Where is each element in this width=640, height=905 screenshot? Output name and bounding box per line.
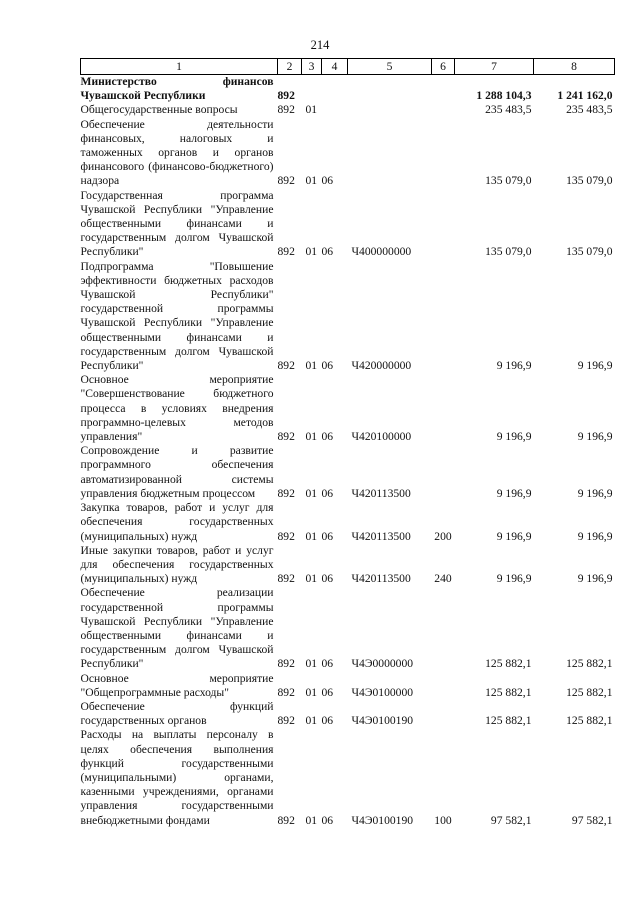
table-row xyxy=(81,260,615,374)
row-amount-col7: 125 882,1 xyxy=(485,685,532,699)
row-target-article: Ч4Э0100190 xyxy=(351,714,414,728)
row-amount-col7: 1 288 104,3 xyxy=(476,89,532,103)
row-amount-col8: 125 882,1 xyxy=(566,714,613,728)
row-target-article xyxy=(348,118,432,189)
row-amount-col8: 9 196,9 xyxy=(577,430,613,444)
row-section xyxy=(302,75,322,104)
budget-table xyxy=(80,58,615,828)
row-subsection xyxy=(322,103,348,117)
row-expense-type xyxy=(432,103,455,117)
col-header-7: 7 xyxy=(455,59,534,75)
row-name: Основное мероприятие "Общепрограммные расходы" xyxy=(80,671,274,699)
table-row xyxy=(81,444,615,501)
col-header-5: 5 xyxy=(348,59,432,75)
row-amount-col7: 9 196,9 xyxy=(496,486,532,500)
row-grbs: 892 xyxy=(277,245,295,259)
row-amount-col7: 9 196,9 xyxy=(496,572,532,586)
row-grbs: 892 xyxy=(277,657,295,671)
table-row xyxy=(81,118,615,189)
row-amount-col8: 125 882,1 xyxy=(566,657,613,671)
row-subsection: 06 xyxy=(321,174,334,188)
row-expense-type xyxy=(432,444,455,501)
row-amount-col7: 9 196,9 xyxy=(496,529,532,543)
row-name: Подпрограмма "Повышение эффективности бюджетных расходов Чувашской Республики" государственной программы Чувашской Республики "Управление общественными финансами и государственным долгом Чувашской Республики" xyxy=(80,259,274,373)
row-section: 01 xyxy=(305,486,318,500)
row-amount-col8: 9 196,9 xyxy=(577,529,613,543)
table-header xyxy=(81,59,615,75)
row-amount-col7: 9 196,9 xyxy=(496,430,532,444)
row-section: 01 xyxy=(305,657,318,671)
row-target-article: Ч4Э0100000 xyxy=(351,685,414,699)
col-header-6: 6 xyxy=(432,59,455,75)
col-header-1: 1 xyxy=(81,59,278,75)
row-target-article: Ч400000000 xyxy=(351,245,412,259)
row-target-article xyxy=(348,103,432,117)
row-target-article: Ч420100000 xyxy=(351,430,412,444)
row-amount-col7: 135 079,0 xyxy=(485,245,532,259)
row-grbs: 892 xyxy=(277,529,295,543)
row-subsection: 06 xyxy=(321,685,334,699)
row-grbs: 892 xyxy=(277,359,295,373)
col-header-2: 2 xyxy=(278,59,302,75)
row-grbs: 892 xyxy=(277,572,295,586)
row-name: Основное мероприятие "Совершенствование бюджетного процесса в условиях внедрения программно-целевых методов управления" xyxy=(80,373,274,444)
row-grbs: 892 xyxy=(277,486,295,500)
row-section: 01 xyxy=(305,430,318,444)
row-subsection: 06 xyxy=(321,529,334,543)
page-number: 214 xyxy=(310,38,330,52)
row-name: Государственная программа Чувашской Республики "Управление общественными финансами и государственным долгом Чувашской Республики" xyxy=(80,188,274,259)
row-subsection: 06 xyxy=(321,430,334,444)
table-row xyxy=(81,700,615,728)
row-expense-type xyxy=(432,75,455,104)
row-amount-col8: 9 196,9 xyxy=(577,359,613,373)
row-target-article xyxy=(348,75,432,104)
table-row xyxy=(81,501,615,544)
row-grbs: 892 xyxy=(277,174,295,188)
row-subsection: 06 xyxy=(321,245,334,259)
row-name: Обеспечение реализации государственной программы Чувашской Республики "Управление общественными финансами и государственным долгом Чувашской Республики" xyxy=(80,586,274,671)
row-amount-col8: 135 079,0 xyxy=(566,245,613,259)
row-section: 01 xyxy=(305,685,318,699)
row-subsection: 06 xyxy=(321,813,334,827)
row-section: 01 xyxy=(305,813,318,827)
row-section: 01 xyxy=(305,529,318,543)
table-row xyxy=(81,373,615,444)
table-row xyxy=(81,672,615,700)
row-target-article: Ч420113500 xyxy=(351,486,411,500)
row-subsection xyxy=(322,75,348,104)
row-section: 01 xyxy=(305,245,318,259)
row-expense-type xyxy=(432,118,455,189)
row-amount-col8: 9 196,9 xyxy=(577,486,613,500)
table-row xyxy=(81,103,615,117)
row-name: Министерство финансов Чувашской Республики xyxy=(80,75,274,103)
row-subsection: 06 xyxy=(321,572,334,586)
row-grbs: 892 xyxy=(277,430,295,444)
row-amount-col8: 125 882,1 xyxy=(566,685,613,699)
table-row xyxy=(81,586,615,671)
row-grbs: 892 xyxy=(277,103,295,117)
row-amount-col7: 125 882,1 xyxy=(485,714,532,728)
row-section: 01 xyxy=(305,174,318,188)
row-amount-col8: 135 079,0 xyxy=(566,174,613,188)
row-expense-type xyxy=(432,700,455,728)
col-header-4: 4 xyxy=(322,59,348,75)
table-row xyxy=(81,75,615,104)
row-section: 01 xyxy=(305,359,318,373)
row-target-article: Ч420000000 xyxy=(351,359,412,373)
row-amount-col7: 135 079,0 xyxy=(485,174,532,188)
row-name: Иные закупки товаров, работ и услуг для обеспечения государственных (муниципальных) нужд xyxy=(80,543,274,586)
row-expense-type xyxy=(432,260,455,374)
row-subsection: 06 xyxy=(321,714,334,728)
row-target-article: Ч420113500 xyxy=(351,529,411,543)
row-amount-col7: 97 582,1 xyxy=(490,813,532,827)
row-amount-col8: 235 483,5 xyxy=(566,103,613,117)
row-expense-type xyxy=(432,373,455,444)
row-expense-type xyxy=(432,586,455,671)
row-expense-type: 200 xyxy=(434,529,452,543)
table-row xyxy=(81,189,615,260)
row-target-article: Ч4Э0000000 xyxy=(351,657,414,671)
row-section: 01 xyxy=(305,103,318,117)
col-header-8: 8 xyxy=(534,59,615,75)
row-amount-col7: 235 483,5 xyxy=(485,103,532,117)
row-expense-type: 240 xyxy=(434,572,452,586)
row-target-article: Ч4Э0100190 xyxy=(351,813,414,827)
row-amount-col8: 9 196,9 xyxy=(577,572,613,586)
row-section: 01 xyxy=(305,714,318,728)
row-name: Обеспечение деятельности финансовых, налоговых и таможенных органов и органов финансового (финансово-бюджетного) надзора xyxy=(80,117,274,188)
row-subsection: 06 xyxy=(321,657,334,671)
table-row xyxy=(81,728,615,827)
row-amount-col7: 125 882,1 xyxy=(485,657,532,671)
row-subsection: 06 xyxy=(321,359,334,373)
row-name: Расходы на выплаты персоналу в целях обеспечения выполнения функций государственными (муниципальными) органами, казенными учреждениями, органами управления государственными внебюджетными фондами xyxy=(80,728,274,827)
row-section: 01 xyxy=(305,572,318,586)
row-name: Сопровождение и развитие программного обеспечения автоматизированной системы управления бюджетным процессом xyxy=(80,444,274,500)
row-grbs: 892 xyxy=(277,714,295,728)
row-expense-type xyxy=(432,672,455,700)
row-expense-type: 100 xyxy=(434,813,452,827)
row-name: Закупка товаров, работ и услуг для обеспечения государственных (муниципальных) нужд xyxy=(80,501,274,543)
row-grbs: 892 xyxy=(277,685,295,699)
row-target-article: Ч420113500 xyxy=(351,572,411,586)
row-amount-col7: 9 196,9 xyxy=(496,359,532,373)
header-row xyxy=(81,59,615,75)
row-name: Общегосударственные вопросы xyxy=(80,103,238,117)
col-header-3: 3 xyxy=(302,59,322,75)
row-amount-col8: 97 582,1 xyxy=(571,813,613,827)
table-body xyxy=(81,75,615,828)
row-amount-col8: 1 241 162,0 xyxy=(557,89,613,103)
row-grbs: 892 xyxy=(277,89,295,103)
row-grbs: 892 xyxy=(277,813,295,827)
row-expense-type xyxy=(432,189,455,260)
table-row xyxy=(81,544,615,587)
row-name: Обеспечение функций государственных органов xyxy=(80,699,274,728)
row-subsection: 06 xyxy=(321,486,334,500)
